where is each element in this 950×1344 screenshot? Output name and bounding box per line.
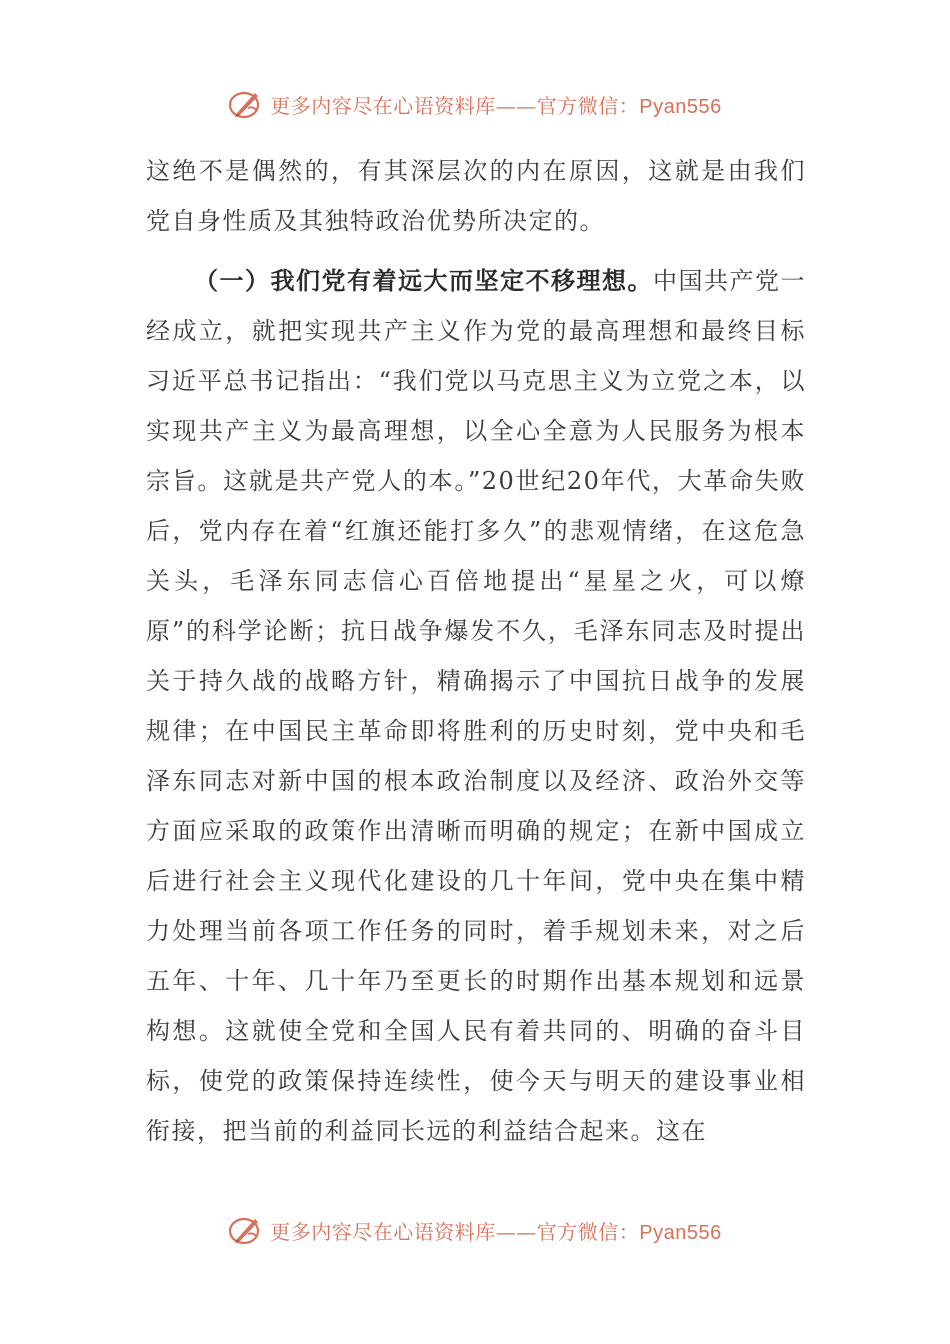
watermark-main: 更多内容尽在心语资料库 bbox=[270, 93, 496, 118]
section-heading: （一）我们党有着远大而坚定不移理想。 bbox=[194, 266, 653, 295]
watermark-main: 更多内容尽在心语资料库 bbox=[270, 1219, 496, 1244]
paragraph-1: 这绝不是偶然的，有其深层次的内在原因，这就是由我们党自身性质及其独特政治优势所决定的。 bbox=[146, 157, 806, 235]
watermark-wechat-id: Pyan556 bbox=[639, 1221, 722, 1244]
pen-logo-icon bbox=[228, 86, 264, 122]
watermark-text bbox=[270, 1216, 721, 1245]
pen-logo-icon bbox=[228, 1212, 264, 1248]
footer-watermark bbox=[0, 1210, 950, 1250]
watermark-dash: —— bbox=[495, 93, 537, 118]
watermark-wechat-id: Pyan556 bbox=[639, 95, 722, 118]
watermark-dash: —— bbox=[495, 1219, 537, 1244]
watermark-text bbox=[270, 90, 721, 119]
document-body bbox=[146, 146, 806, 1156]
paragraph-2-text: 中国共产党一经成立，就把实现共产主义作为党的最高理想和最终目标习近平总书记指出：“我们党以马克思主义为立党之本，以实现共产主义为最高理想，以全心全意为人民服务为根本宗旨。这就是共产党人的本。”20世纪20年代，大革命失败后，党内存在着“红旗还能打多久”的悲观情绪，在这危急关头，毛泽东同志信心百倍地提出“星星之火，可以燎原”的科学论断；抗日战争爆发不久，毛泽东同志及时提出关于持久战的战略方针，精确揭示了中国抗日战争的发展规律；在中国民主革命即将胜利的历史时刻，党中央和毛泽东同志对新中国的根本政治制度以及经济、政治外交等方面应采取的政策作出清晰而明确的规定；在新中国成立后进行社会主义现代化建设的几十年间，党中央在集中精力处理当前各项工作任务的同时，着手规划未来，对之后五年、十年、几十年乃至更长的时期作出基本规划和远景构想。这就使全党和全国人民有着共同的、明确的奋斗目标，使党的政策保持连续性，使今天与明天的建设事业相衔接，把当前的利益同长远的利益结合起来。这在 bbox=[146, 267, 806, 1145]
header-watermark bbox=[0, 84, 950, 124]
watermark-label: 官方微信： bbox=[536, 1219, 640, 1244]
watermark-label: 官方微信： bbox=[536, 93, 640, 118]
paragraph-2 bbox=[146, 256, 806, 1156]
